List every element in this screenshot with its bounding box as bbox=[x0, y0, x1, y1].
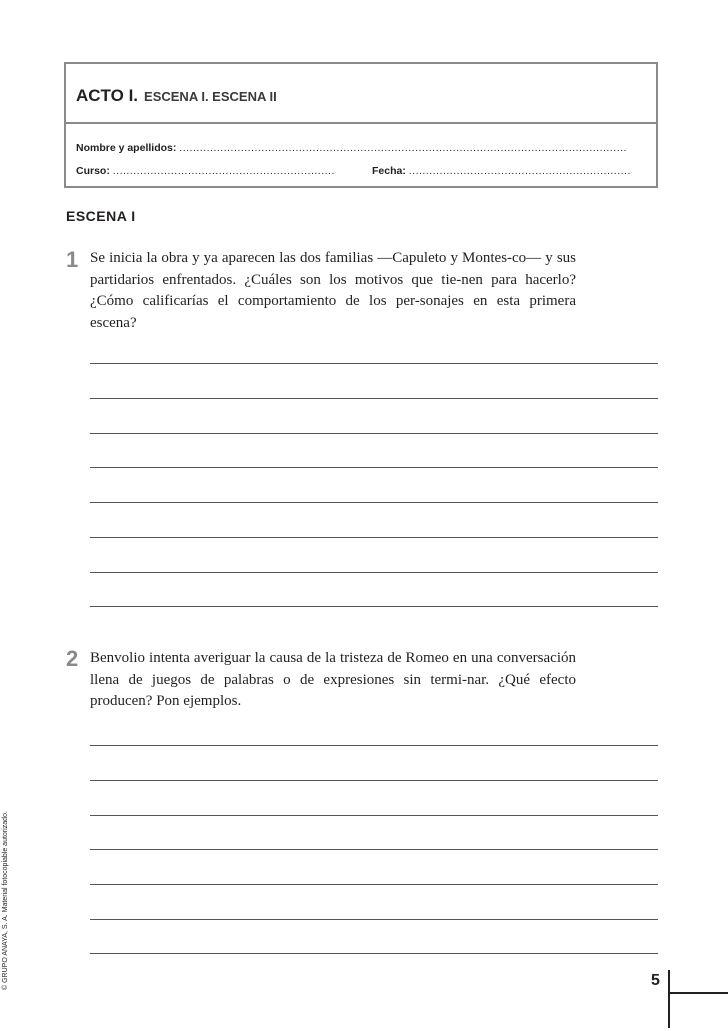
curso-label: Curso: bbox=[76, 165, 110, 177]
acto-label: ACTO I. bbox=[76, 86, 139, 105]
answer-line[interactable] bbox=[90, 953, 658, 954]
section-title: ESCENA I bbox=[66, 208, 136, 224]
answer-line[interactable] bbox=[90, 745, 658, 746]
corner-mark-vertical bbox=[668, 970, 670, 1028]
answer-line[interactable] bbox=[90, 433, 658, 434]
answer-line[interactable] bbox=[90, 815, 658, 816]
answer-line[interactable] bbox=[90, 780, 658, 781]
curso-field[interactable] bbox=[76, 165, 335, 177]
fecha-label: Fecha: bbox=[372, 165, 406, 177]
question-1-text: Se inicia la obra y ya aparecen las dos familias —Capuleto y Montes-co— y sus partidarios enfrentados. ¿Cuáles son los motivos que tie-nen para hacerlo? ¿Cómo calificarías el comportamiento de los per-sonajes en esta primera escena? bbox=[90, 250, 576, 331]
acto-title bbox=[76, 86, 277, 106]
answer-line[interactable] bbox=[90, 606, 658, 607]
nombre-field[interactable] bbox=[76, 142, 627, 154]
header-title-row bbox=[66, 64, 656, 124]
curso-dots: ................................................................. bbox=[112, 165, 335, 177]
escenas-label: ESCENA I. ESCENA II bbox=[144, 89, 277, 104]
answer-line[interactable] bbox=[90, 572, 658, 573]
answer-line[interactable] bbox=[90, 849, 658, 850]
nombre-label: Nombre y apellidos: bbox=[76, 142, 177, 154]
nombre-dots: ................................................................................................................................... bbox=[179, 142, 627, 154]
answer-line[interactable] bbox=[90, 398, 658, 399]
page-number: 5 bbox=[651, 972, 660, 989]
header-box bbox=[64, 62, 658, 188]
answer-line[interactable] bbox=[90, 502, 658, 503]
fecha-dots: ................................................................. bbox=[408, 165, 631, 177]
question-2-number: 2 bbox=[66, 646, 79, 671]
answer-line[interactable] bbox=[90, 537, 658, 538]
answer-line[interactable] bbox=[90, 467, 658, 468]
question-2-text: Benvolio intenta averiguar la causa de la tristeza de Romeo en una conversación llena de juegos de palabras o de expresiones sin termi-nar. ¿Qué efecto producen? Pon ejemplos. bbox=[90, 650, 576, 709]
answer-line[interactable] bbox=[90, 884, 658, 885]
copyright-notice: © GRUPO ANAYA, S. A. Material fotocopiable autorizado. bbox=[2, 811, 9, 990]
corner-mark-horizontal bbox=[670, 992, 728, 994]
answer-line[interactable] bbox=[90, 363, 658, 364]
question-1-number: 1 bbox=[66, 247, 79, 272]
answer-line[interactable] bbox=[90, 919, 658, 920]
fecha-field[interactable] bbox=[372, 165, 631, 177]
